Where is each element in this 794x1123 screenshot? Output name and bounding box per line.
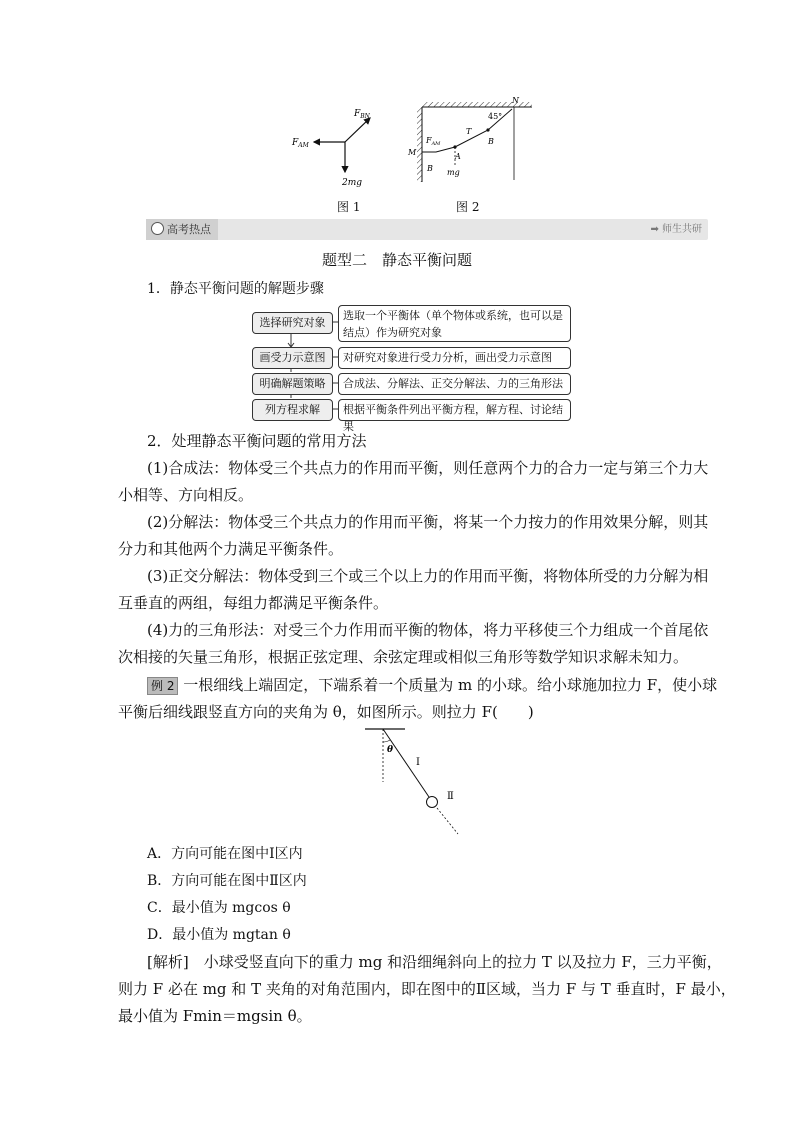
theta-arc — [383, 740, 390, 742]
analysis-line-3: 最小值为 Fmin＝mgsin θ。 — [118, 1007, 312, 1025]
choice-d: D．最小值为 mgtan θ — [147, 927, 291, 943]
region-2-label: Ⅱ — [447, 791, 454, 802]
hot-topic-bar — [146, 219, 708, 240]
b-upper-label: B — [488, 137, 494, 146]
method-2-line-2: 分力和其他两个力满足平衡条件。 — [118, 540, 344, 558]
a-label: A — [455, 152, 461, 161]
point-a — [453, 145, 456, 148]
weight-label: 2mg — [342, 178, 363, 188]
angle-label: 45° — [488, 112, 503, 121]
flow-connectors — [250, 300, 350, 425]
analysis-line-2: 则力 F 必在 mg 和 T 夹角的对角范围内，即在图中的Ⅱ区域，当力 F 与 T 垂直时，F 最小， — [118, 980, 736, 998]
hot-topic-tag — [146, 219, 218, 240]
flow-step-4: 列方程求解 — [252, 399, 333, 421]
example-label: 例 2 — [147, 677, 178, 695]
fam-label-2: $F_{AM}$ — [426, 136, 441, 147]
figure-2-rope-diagram — [400, 95, 540, 190]
method-4-line-2: 次相接的矢量三角形，根据正弦定理、余弦定理或相似三角形等数学知识求解未知力。 — [118, 648, 689, 666]
fam-label: $F_{AM}$ — [292, 138, 309, 149]
wall-hatch — [417, 107, 422, 182]
steps-heading: 1．静态平衡问题的解题步骤 — [147, 281, 324, 297]
analysis-line-1: [解析] 小球受竖直向下的重力 mg 和沿细绳斜向上的拉力 T 以及拉力 F，三力平衡， — [147, 953, 722, 971]
choice-a: A．方向可能在图中Ⅰ区内 — [147, 846, 303, 862]
choice-b: B．方向可能在图中Ⅱ区内 — [147, 873, 307, 889]
method-2-line-1: (2)分解法：物体受三个共点力的作用而平衡，将某一个力按力的作用效果分解，则其 — [147, 513, 709, 531]
example-text-1: 一根细线上端固定，下端系着一个质量为 m 的小球。给小球施加拉力 F，使小球 — [183, 676, 718, 694]
region-1-label: Ⅰ — [416, 757, 420, 768]
hot-topic-label: 高考热点 — [167, 223, 211, 236]
fbn-label: $F_{BN}$ — [354, 109, 370, 120]
string-line — [383, 729, 429, 797]
figure-2-caption: 图 2 — [456, 200, 480, 214]
co-study-label: ➡ 师生共研 — [650, 224, 702, 235]
figure-1-caption: 图 1 — [337, 200, 361, 214]
methods-heading: 2．处理静态平衡问题的常用方法 — [147, 432, 367, 450]
flow-step-1: 选择研究对象 — [252, 312, 333, 334]
point-b — [486, 128, 489, 131]
method-1-line-1: (1)合成法：物体受三个共点力的作用而平衡，则任意两个力的合力一定与第三个力大 — [147, 459, 709, 477]
theta-label: θ — [387, 745, 394, 755]
hot-topic-icon — [151, 222, 164, 235]
section-title: 题型二 静态平衡问题 — [321, 251, 472, 269]
flow-desc-2: 对研究对象进行受力分析，画出受力示意图 — [338, 347, 571, 369]
flow-step-2: 画受力示意图 — [252, 347, 333, 369]
n-label: N — [512, 96, 519, 105]
method-3-line-1: (3)正交分解法：物体受到三个或三个以上力的作用而平衡，将物体所受的力分解为相 — [147, 567, 709, 585]
method-4-line-1: (4)力的三角形法：对受三个力作用而平衡的物体，将力平移使三个力组成一个首尾依 — [147, 621, 709, 639]
force-fbn-arrow — [345, 118, 370, 142]
figure-1-force-diagram — [280, 100, 390, 195]
method-1-line-2: 小相等、方向相反。 — [118, 486, 254, 504]
flow-step-3: 明确解题策略 — [252, 373, 333, 395]
example-line-2: 平衡后细线跟竖直方向的夹角为 θ，如图所示。则拉力 F( ) — [118, 703, 534, 721]
pendulum-figure — [360, 722, 470, 840]
b-lower-label: B — [427, 164, 433, 173]
t-label: T — [466, 127, 472, 136]
example-line-1 — [147, 675, 717, 695]
flow-desc-3: 合成法、分解法、正交分解法、力的三角形法 — [338, 373, 571, 395]
flow-desc-4: 根据平衡条件列出平衡方程，解方程、讨论结果 — [338, 399, 571, 421]
method-3-line-2: 互垂直的两组，每组力都满足平衡条件。 — [118, 594, 389, 612]
flow-desc-1: 选取一个平衡体（单个物体或系统，也可以是结点）作为研究对象 — [338, 305, 571, 342]
m-label: M — [408, 148, 417, 157]
choice-c: C．最小值为 mgcos θ — [147, 900, 291, 916]
ball — [427, 797, 438, 808]
mg-label: mg — [447, 168, 460, 177]
string-extension — [437, 808, 458, 834]
